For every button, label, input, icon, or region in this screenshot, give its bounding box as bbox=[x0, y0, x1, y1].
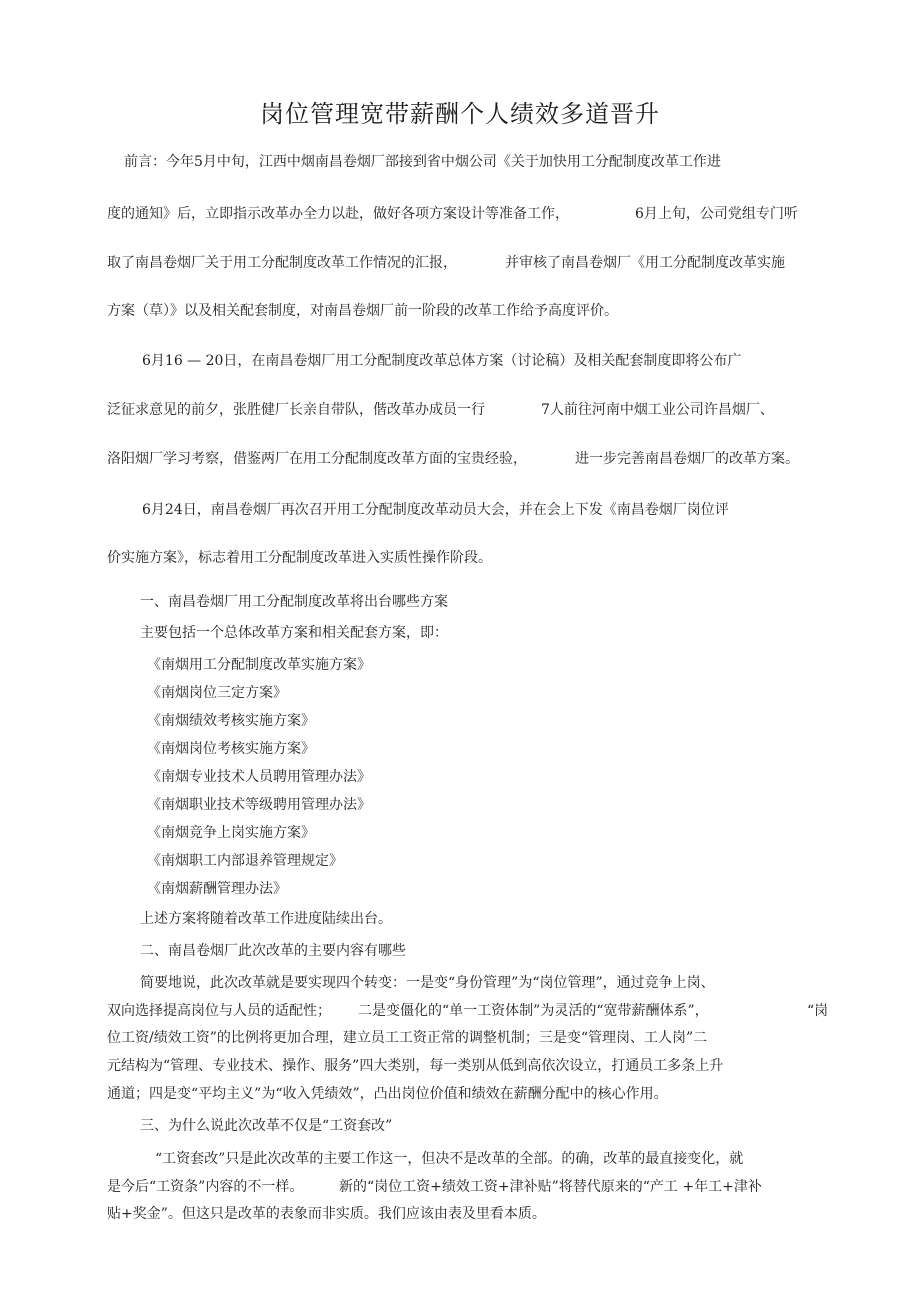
section2-line-4: 元结构为“管理、专业技术、操作、服务”四大类别，每一类别从低到高依次设立，打通员工多条上升 bbox=[107, 1058, 724, 1074]
preface-line-4: 方案（草）》以及相关配套制度，对南昌卷烟厂前一阶段的改革工作给予高度评价。 bbox=[107, 303, 618, 319]
section2-line-3: 位工资/绩效工资”的比例将更加合理，建立员工工资正常的调整机制；三是变“管理岗、工人岗”二 bbox=[107, 1030, 708, 1046]
preface-line-3b: 并审核了南昌卷烟厂《用工分配制度改革实施 bbox=[505, 255, 785, 271]
para2-line-2a: 泛征求意见的前夕，张胜健厂长亲自带队，偕改革办成员一行 bbox=[107, 402, 485, 418]
section3-line-2b: 新的“岗位工资+绩效工资+津补贴”将替代原来的“产工 +年工+津补 bbox=[339, 1179, 762, 1195]
section3-heading: 三、为什么说此次改革不仅是“工资套改” bbox=[140, 1118, 393, 1134]
list-item: 《南烟薪酬管理办法》 bbox=[147, 881, 287, 897]
list-item: 《南烟职业技术等级聘用管理办法》 bbox=[147, 797, 371, 813]
section1-outro: 上述方案将随着改革工作进度陆续出台。 bbox=[140, 911, 392, 927]
section2-line-1: 简要地说，此次改革就是要实现四个转变：一是变“身份管理”为“岗位管理”，通过竞争上岗、 bbox=[140, 975, 715, 991]
para2-line-2b: 7人前往河南中烟工业公司许昌烟厂、 bbox=[541, 402, 774, 418]
section1-intro: 主要包括一个总体改革方案和相关配套方案，即： bbox=[140, 625, 448, 641]
preface-line-1: 前言：今年5月中旬，江西中烟南昌卷烟厂部接到省中烟公司《关于加快用工分配制度改革工作进 bbox=[124, 154, 721, 170]
list-item: 《南烟职工内部退养管理规定》 bbox=[147, 853, 343, 869]
para3-line-2: 价实施方案》，标志着用工分配制度改革进入实质性操作阶段。 bbox=[107, 550, 492, 566]
list-item: 《南烟竞争上岗实施方案》 bbox=[147, 825, 315, 841]
list-item: 《南烟专业技术人员聘用管理办法》 bbox=[147, 769, 371, 785]
section1-heading: 一、南昌卷烟厂用工分配制度改革将出台哪些方案 bbox=[140, 594, 448, 610]
section2-line-2b: 二是变僵化的“单一工资体制”为灵活的“宽带薪酬体系”， bbox=[358, 1003, 709, 1019]
list-item: 《南烟用工分配制度改革实施方案》 bbox=[147, 657, 371, 673]
list-item: 《南烟岗位三定方案》 bbox=[147, 685, 287, 701]
section2-line-2a: 双向选择提高岗位与人员的适配性； bbox=[107, 1003, 331, 1019]
preface-line-3a: 取了南昌卷烟厂关于用工分配制度改革工作情况的汇报， bbox=[107, 255, 457, 271]
section3-line-1: “工资套改”只是此次改革的主要工作这一，但决不是改革的全部。的确，改革的最直接变化，就 bbox=[155, 1151, 744, 1167]
list-item: 《南烟绩效考核实施方案》 bbox=[147, 713, 315, 729]
para2-line-3b: 进一步完善南昌卷烟厂的改革方案。 bbox=[575, 451, 799, 467]
preface-line-2b: 6月上旬，公司党组专门听 bbox=[635, 206, 798, 222]
section2-line-5: 通道；四是变“平均主义”为“收入凭绩效”，凸出岗位价值和绩效在薪酬分配中的核心作用。 bbox=[107, 1086, 668, 1102]
preface-line-2a: 度的通知》后，立即指示改革办全力以赴，做好各项方案设计等准备工作， bbox=[107, 206, 569, 222]
section3-line-3: 贴+奖金”。但这只是改革的表象而非实质。我们应该由表及里看本质。 bbox=[107, 1206, 546, 1222]
section2-heading: 二、南昌卷烟厂此次改革的主要内容有哪些 bbox=[140, 943, 406, 959]
section3-line-2a: 是今后“工资条”内容的不一样。 bbox=[107, 1179, 304, 1195]
para3-line-1: 6月24日，南昌卷烟厂再次召开用工分配制度改革动员大会，并在会上下发《南昌卷烟厂岗位评 bbox=[142, 502, 729, 518]
para2-line-3a: 洛阳烟厂学习考察，借鉴两厂在用工分配制度改革方面的宝贵经验， bbox=[107, 451, 527, 467]
page-title: 岗位管理宽带薪酬个人绩效多道晋升 bbox=[260, 100, 660, 128]
section2-line-2c: “岗 bbox=[807, 1003, 829, 1019]
para2-line-1: 6月16 — 20日，在南昌卷烟厂用工分配制度改革总体方案（讨论稿）及相关配套制度即将公布广 bbox=[142, 353, 742, 369]
list-item: 《南烟岗位考核实施方案》 bbox=[147, 741, 315, 757]
